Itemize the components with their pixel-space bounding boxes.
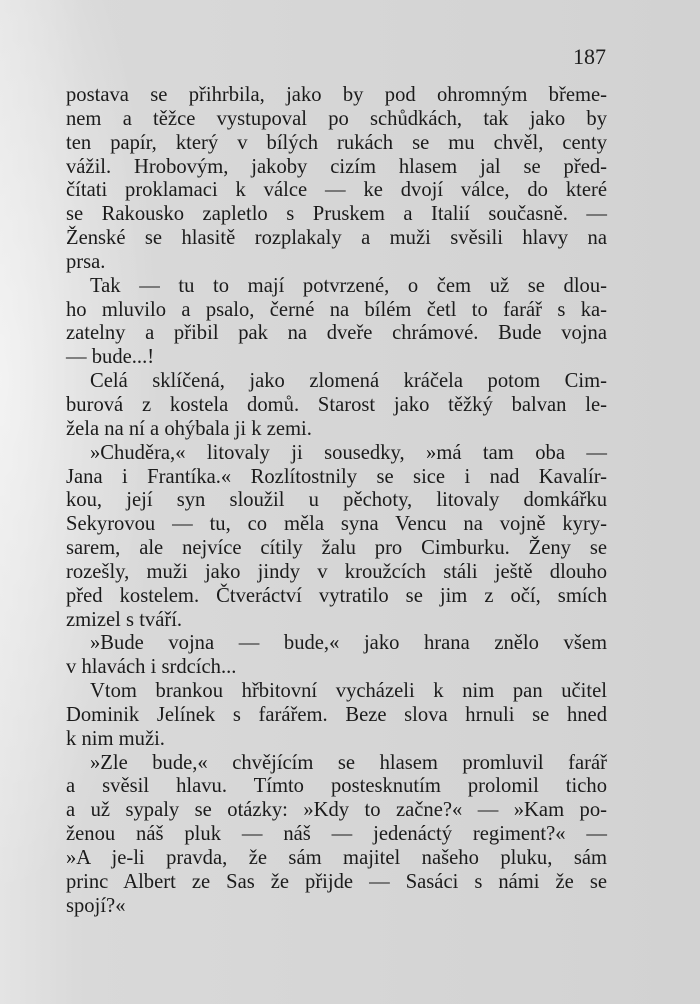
text-line: princ Albert ze Sas že přijde — Sasáci s námi že se (66, 870, 607, 893)
text-line: prsa. (66, 250, 106, 273)
text-line: sarem, ale nejvíce cítily žalu pro Cimburku. Ženy se (66, 537, 607, 560)
text-line: zatelny a přibil pak na dveře chrámové. Bude vojna (66, 322, 607, 345)
text-line: nem a těžce vystupoval po schůdkách, tak jako by (66, 107, 607, 130)
text-line: — bude...! (66, 346, 155, 369)
text-line: zmizel s tváří. (66, 608, 183, 631)
text-line: »Zle bude,« chvějícím se hlasem promluvil farář (90, 751, 607, 774)
text-line: »Chuděra,« litovaly ji sousedky, »má tam oba — (90, 441, 607, 464)
page-number: 187 (573, 44, 606, 69)
text-line: se Rakousko zapletlo s Pruskem a Italií současně. — (66, 203, 607, 226)
text-line: vážil. Hrobovým, jakoby cizím hlasem jal se před- (66, 155, 607, 178)
text-line: kou, její syn sloužil u pěchoty, litovaly domkářku (66, 489, 607, 512)
text-line: Ženské se hlasitě rozplakaly a muži svěsili hlavy na (66, 227, 607, 250)
text-line: rozešly, muži jako jindy v kroužcích stáli ještě dlouho (66, 560, 607, 583)
text-line: a svěsil hlavu. Tímto postesknutím prolomil ticho (66, 775, 607, 798)
text-line: spojí?« (66, 894, 126, 917)
text-line: v hlavách i srdcích... (66, 656, 237, 679)
text-line: Vtom brankou hřbitovní vycházeli k nim pan učitel (90, 680, 607, 703)
text-line: »A je-li pravda, že sám majitel našeho pluku, sám (66, 847, 607, 869)
text-line: žela na ní a ohýbala ji k zemi. (66, 417, 312, 440)
text-line: »Bude vojna — bude,« jako hrana znělo všem (90, 632, 607, 655)
text-line: ten papír, který v bílých rukách se mu chvěl, centy (66, 131, 607, 154)
text-line: Jana i Frantíka.« Rozlítostnily se sice i nad Kavalír- (66, 465, 607, 488)
text-line: ženou náš pluk — náš — jedenáctý regiment?« — (66, 823, 607, 846)
text-line: burová z kostela domů. Starost jako těžký balvan le- (66, 393, 607, 416)
text-line: Celá sklíčená, jako zlomená kráčela potom Cim- (90, 370, 607, 393)
text-line: a už sypaly se otázky: »Kdy to začne?« — »Kam po- (66, 799, 607, 822)
text-line: čítati proklamaci k válce — ke dvojí válce, do které (66, 179, 607, 202)
text-line: Dominik Jelínek s farářem. Beze slova hrnuli se hned (66, 703, 607, 726)
text-line: postava se přihrbila, jako by pod ohromným břeme- (66, 84, 607, 106)
body-text (66, 84, 607, 919)
text-line: před kostelem. Čtveráctví vytratilo se jim z očí, smích (66, 584, 607, 607)
text-line: Tak — tu to mají potvrzené, o čem už se dlou- (90, 274, 607, 297)
text-line: Sekyrovou — tu, co měla syna Vencu na vojně kyry- (66, 513, 607, 536)
text-line: ho mluvilo a psalo, černé na bílém četl to farář s ka- (66, 298, 607, 321)
text-line: k nim muži. (66, 727, 165, 750)
